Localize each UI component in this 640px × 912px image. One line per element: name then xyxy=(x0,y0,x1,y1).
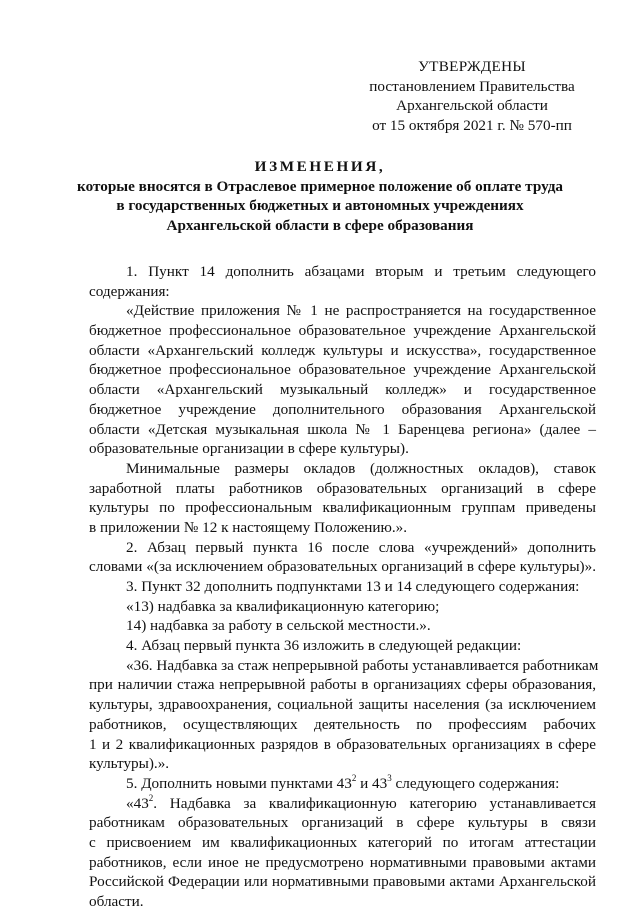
body-text-span: следующего содержания: xyxy=(391,774,560,792)
body-line: области «Архангельский колледж культуры и искусства», государственное xyxy=(89,341,596,359)
body-line: культуры по профессиональным квалификационным группам приведены xyxy=(89,499,596,517)
superscript: 2 xyxy=(148,792,154,803)
body-line: образовательные организации в сфере культуры). xyxy=(89,440,409,458)
body-line: работникам образовательных организаций в сфере культуры в связи xyxy=(89,814,596,832)
approval-title: УТВЕРЖДЕНЫ xyxy=(418,58,526,75)
body-line: работников, если иное не предусмотрено нормативными правовыми актами xyxy=(89,853,596,871)
body-line: словами «(за исключением образовательных организаций в сфере культуры)». xyxy=(89,558,596,576)
body-text-span: «43 xyxy=(126,794,149,812)
body-line: области. xyxy=(89,893,144,910)
title-line: Архангельской области в сфере образования xyxy=(166,216,474,234)
body-line-with-superscript xyxy=(89,794,596,814)
approval-line: постановлением Правительства xyxy=(369,77,575,95)
body-line: 4. Абзац первый пункта 36 изложить в следующей редакции: xyxy=(126,637,522,655)
superscript: 2 xyxy=(351,772,357,783)
title-heading: ИЗМЕНЕНИЯ, xyxy=(254,158,386,175)
body-line: «36. Надбавка за стаж непрерывной работы устанавливается работникам xyxy=(126,656,599,674)
approval-line: от 15 октября 2021 г. № 570-пп xyxy=(372,116,572,134)
title-line: в государственных бюджетных и автономных учреждениях xyxy=(116,197,524,214)
body-text-span: . Надбавка за квалификационную категорию устанавливается xyxy=(153,794,596,812)
body-line: заработной платы работников образовательных организаций в сфере xyxy=(89,479,596,497)
body-line: содержания: xyxy=(89,282,170,300)
body-line: бюджетное профессиональное образовательное учреждение Архангельской xyxy=(89,322,596,340)
body-line-with-superscripts xyxy=(89,774,596,794)
body-line: бюджетное учреждение дополнительного образования Архангельской xyxy=(89,400,596,418)
body-line: бюджетное профессиональное образовательное учреждение Архангельской xyxy=(89,361,596,379)
body-line: «13) надбавка за квалификационную категорию; xyxy=(126,597,440,615)
title-line: которые вносятся в Отраслевое примерное положение об оплате труда xyxy=(77,177,563,195)
body-line: «Действие приложения № 1 не распространяется на государственное xyxy=(126,302,596,320)
body-text-span: и 43 xyxy=(356,774,388,792)
superscript: 3 xyxy=(387,772,392,783)
body-line: 1. Пункт 14 дополнить абзацами вторым и третьим следующего xyxy=(126,263,596,280)
body-line: с присвоением им квалификационных категорий по итогам аттестации xyxy=(89,833,596,851)
body-line: 14) надбавка за работу в сельской местности.». xyxy=(126,617,431,635)
approval-line: Архангельской области xyxy=(396,97,548,114)
body-line: Минимальные размеры окладов (должностных окладов), ставок xyxy=(126,459,596,477)
body-text-span: 5. Дополнить новыми пунктами 43 xyxy=(126,774,352,792)
document-body xyxy=(89,262,599,912)
body-line: работников, осуществляющих деятельность по профессиям рабочих xyxy=(89,715,596,733)
body-line: 3. Пункт 32 дополнить подпунктами 13 и 14 следующего содержания: xyxy=(126,578,580,595)
body-line: области «Детская музыкальная школа № 1 Баренцева региона» (далее – xyxy=(89,420,596,438)
body-line: области «Архангельский музыкальный колледж» и государственное xyxy=(89,381,596,399)
body-line: 1 и 2 квалификационных разрядов в образовательных организациях в сфере xyxy=(89,735,596,753)
document-title xyxy=(60,157,580,235)
body-line: культуры, здравоохранения, социальной защиты населения (за исключением xyxy=(89,696,596,714)
body-line: культуры).». xyxy=(89,755,170,773)
body-line: при наличии стажа непрерывной работы в организациях сферы образования, xyxy=(89,676,596,694)
body-line: Российской Федерации или нормативными правовыми актами Архангельской xyxy=(89,873,596,891)
body-line: в приложении № 12 к настоящему Положению.». xyxy=(89,518,408,536)
approval-stamp xyxy=(352,57,592,135)
body-text-span xyxy=(126,792,596,812)
body-line: 2. Абзац первый пункта 16 после слова «учреждений» дополнить xyxy=(126,538,596,556)
